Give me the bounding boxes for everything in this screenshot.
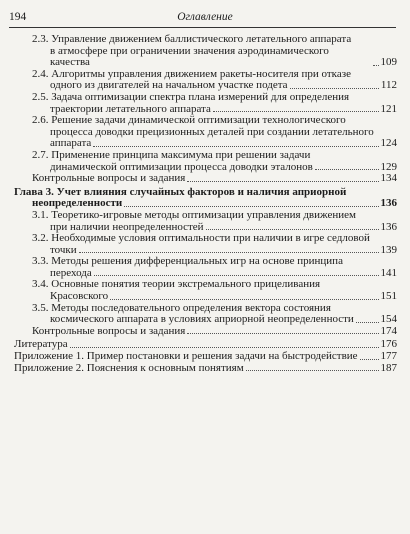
- toc-page-number: 112: [380, 79, 397, 92]
- toc-page-number: 177: [380, 350, 397, 363]
- toc-entry-text: перехода: [50, 266, 92, 279]
- toc-page-number: 141: [380, 266, 397, 279]
- dot-leader: [70, 347, 379, 348]
- toc-entry: [14, 303, 397, 326]
- dot-leader: [206, 229, 379, 230]
- toc-entry: [14, 115, 397, 150]
- toc-page-number: 134: [380, 172, 397, 185]
- dot-leader: [315, 169, 379, 170]
- toc-entry-text: в атмосфере при ограничении значения аэродинамического качества: [50, 44, 329, 69]
- toc-page-number: 154: [380, 313, 397, 326]
- toc-entry: [14, 233, 397, 256]
- table-of-contents: [14, 34, 397, 374]
- toc-entry-text: 2.6. Решение задачи динамической оптимизации технологического: [32, 114, 346, 127]
- toc-entry-text: космического аппарата в условиях априорной неопределенности: [50, 313, 354, 326]
- toc-entry-text: 2.7. Применение принципа максимума при решении задачи: [32, 148, 311, 161]
- toc-entry-text: траектории летательного аппарата: [50, 102, 211, 115]
- toc-entry-text: динамической оптимизации процесса доводки эталонов: [50, 160, 313, 173]
- toc-entry: [14, 173, 397, 185]
- toc-entry: [14, 279, 397, 302]
- dot-leader: [360, 359, 379, 360]
- toc-page-number: 129: [380, 160, 397, 173]
- dot-leader: [213, 111, 379, 112]
- toc-entry-text: Глава 3. Учет влияния случайных факторов и наличия априорной: [14, 185, 347, 198]
- toc-page-number: 136: [380, 197, 397, 210]
- toc-entry: [14, 326, 397, 338]
- running-title: Оглавление: [177, 11, 233, 23]
- toc-page-number: 109: [380, 56, 397, 69]
- toc-page-number: 121: [380, 102, 397, 115]
- dot-leader: [79, 252, 379, 253]
- dot-leader: [356, 322, 379, 323]
- toc-page-number: 176: [380, 338, 397, 351]
- dot-leader: [124, 206, 378, 207]
- dot-leader: [187, 333, 378, 334]
- toc-page-number: 187: [380, 361, 397, 374]
- toc-entry: [14, 150, 397, 173]
- dot-leader: [110, 299, 378, 300]
- dot-leader: [187, 181, 378, 182]
- toc-entry: [14, 92, 397, 115]
- page-number: 194: [9, 11, 27, 23]
- toc-entry-text: одного из двигателей на начальном участке подета: [50, 79, 288, 92]
- toc-entry-text: неопределенности: [32, 197, 123, 210]
- toc-entry: [14, 34, 397, 69]
- toc-entry-text: точки: [50, 243, 77, 256]
- toc-entry-text: 3.3. Методы решения дифференциальных игр на основе принципа: [32, 255, 343, 268]
- toc-entry-text: 3.4. Основные понятия теории экстремального прицеливания: [32, 278, 321, 291]
- toc-entry-text: 2.5. Задача оптимизации спектра плана измерений для определения: [32, 90, 350, 103]
- toc-entry-text: 2.4. Алгоритмы управления движением ракеты-носителя при отказе: [32, 67, 351, 80]
- toc-entry: [14, 363, 397, 375]
- toc-entry-text: процесса доводки прецизионных деталей при создании летательного: [50, 125, 374, 138]
- toc-page-number: 174: [380, 324, 397, 337]
- toc-entry-text: Приложение 2. Пояснения к основным понятиям: [14, 361, 244, 374]
- dot-leader: [246, 370, 379, 371]
- toc-entry: [14, 187, 397, 210]
- toc-entry-text: 3.2. Необходимые условия оптимальности при наличии в игре седловой: [32, 232, 370, 245]
- toc-entry-text: Литература: [14, 338, 68, 351]
- toc-entry-text: аппарата: [50, 137, 92, 150]
- toc-page-number: 139: [380, 243, 397, 256]
- toc-page-number: 124: [380, 137, 397, 150]
- toc-entry-text: Контрольные вопросы и задания: [32, 172, 186, 185]
- toc-entry-text: при наличии неопределенностей: [50, 220, 204, 233]
- toc-entry: [14, 351, 397, 363]
- toc-entry-text: 2.3. Управление движением баллистического летательного аппарата: [32, 33, 352, 45]
- dot-leader: [373, 65, 379, 66]
- toc-entry-text: Красовского: [50, 290, 109, 303]
- toc-entry-text: 3.1. Теоретико-игровые методы оптимизации управления движением: [32, 208, 356, 221]
- toc-page-number: 151: [380, 290, 397, 303]
- toc-entry: [14, 69, 397, 92]
- dot-leader: [94, 275, 379, 276]
- header-rule: [9, 27, 396, 28]
- toc-entry-text: Контрольные вопросы и задания: [32, 324, 186, 337]
- toc-entry-text: Приложение 1. Пример постановки и решения задачи на быстродействие: [14, 350, 358, 363]
- dot-leader: [290, 88, 379, 89]
- toc-entry: [14, 256, 397, 279]
- toc-entry-text: 3.5. Методы последовательного определения вектора состояния: [32, 301, 331, 314]
- toc-entry: [14, 210, 397, 233]
- dot-leader: [93, 146, 378, 147]
- toc-page-number: 136: [380, 220, 397, 233]
